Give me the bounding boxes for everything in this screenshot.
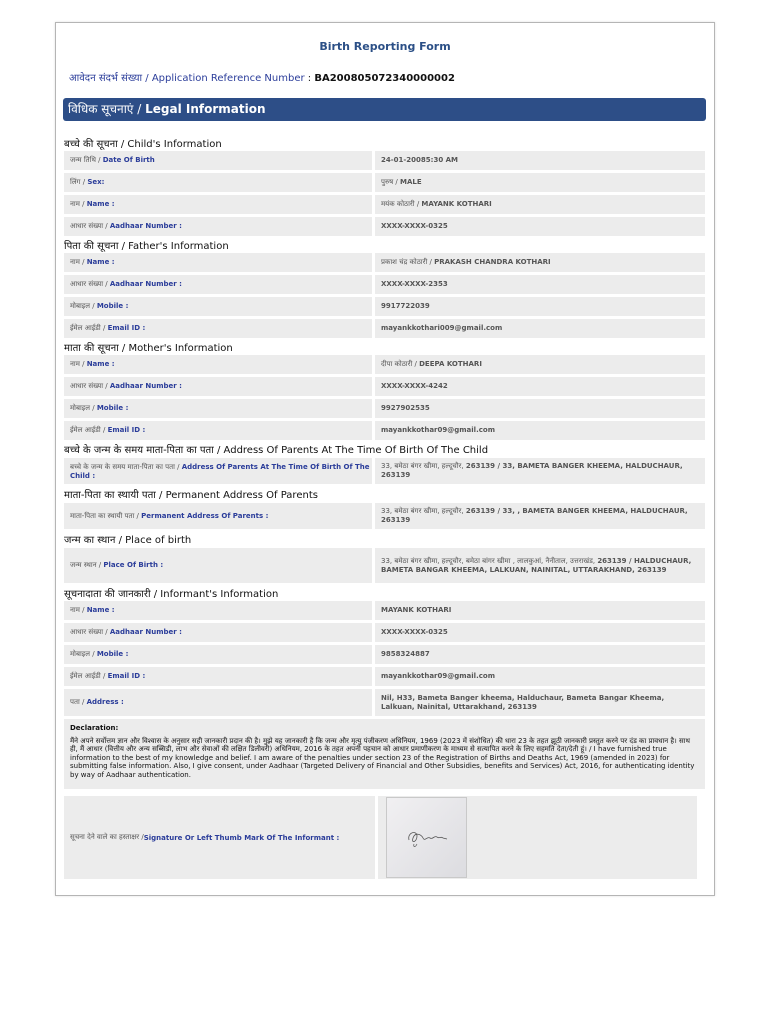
table-row xyxy=(64,667,705,686)
field-value xyxy=(375,548,705,583)
field-value-english: XXXX-XXXX-4242 xyxy=(381,382,448,390)
field-label-hindi: पता / xyxy=(70,698,87,706)
field-label-english: Mobile : xyxy=(96,650,129,658)
field-label-english: Aadhaar Number : xyxy=(109,222,182,230)
table-row xyxy=(64,601,705,620)
field-value xyxy=(375,319,705,338)
field-value-hindi: 33, बमेठा बंगर खीमा, हल्दूचौर, xyxy=(381,507,466,515)
field-label-english: Mobile : xyxy=(96,404,129,412)
field-label xyxy=(64,319,372,338)
declaration-heading: Declaration: xyxy=(70,724,119,732)
table-row xyxy=(64,458,705,484)
field-label-hindi: आधार संख्या / xyxy=(70,628,110,636)
table-row xyxy=(64,421,705,440)
field-label xyxy=(64,623,372,642)
section-child: बच्चे की सूचना / Child's Information xyxy=(64,139,222,150)
legal-information-banner xyxy=(63,98,706,121)
field-label xyxy=(64,645,372,664)
section-permanent-address: माता-पिता का स्थायी पता / Permanent Address Of Parents xyxy=(64,490,318,501)
field-value-english: MAYANK KOTHARI xyxy=(381,606,452,614)
field-value xyxy=(375,399,705,418)
field-value-english: 9858324887 xyxy=(381,650,430,658)
field-value-english: Nil, H33, Bameta Banger kheema, Halduchaur, Bameta Bangar Kheema, Lalkuan, Nainital, Uttarakhand, 263139 xyxy=(381,693,665,711)
section-place-of-birth: जन्म का स्थान / Place of birth xyxy=(64,535,192,546)
field-label-english: Address : xyxy=(86,698,124,706)
field-label-english: Name : xyxy=(86,606,115,614)
field-value xyxy=(375,151,705,170)
field-label-hindi: नाम / xyxy=(70,360,87,368)
field-label-english: Email ID : xyxy=(107,324,146,332)
field-label xyxy=(64,195,372,214)
field-value-hindi: 33, बमेठा बंगर खीमा, हल्दूचौर, बमेठा बांगर खीमा , लालकुआं, नैनीताल, उत्तराखंड, xyxy=(381,556,598,565)
field-label-english: Name : xyxy=(86,360,115,368)
table-row xyxy=(64,399,705,418)
field-value xyxy=(375,645,705,664)
field-value-english: DEEPA KOTHARI xyxy=(419,360,482,368)
field-value xyxy=(375,377,705,396)
table-row xyxy=(64,275,705,294)
field-label-hindi: आधार संख्या / xyxy=(70,280,110,288)
field-label xyxy=(64,173,372,192)
field-label-english: Email ID : xyxy=(107,672,146,680)
field-label-hindi: ईमेल आईडी / xyxy=(70,672,108,680)
field-label xyxy=(64,503,372,529)
section-informant: सूचनादाता की जानकारी / Informant's Information xyxy=(64,589,279,600)
field-value xyxy=(375,195,705,214)
field-value xyxy=(375,503,705,529)
form-frame xyxy=(55,22,715,896)
field-value-hindi: 33, बमेठा बंगर खीमा, हल्दूचौर, xyxy=(381,462,466,470)
field-value-english: 263139 / 33, , BAMETA BANGER KHEEMA, HALDUCHAUR, 263139 xyxy=(381,507,688,524)
field-value xyxy=(375,355,705,374)
table-row xyxy=(64,355,705,374)
field-label-english: Name : xyxy=(86,200,115,208)
field-label-hindi: ईमेल आईडी / xyxy=(70,426,108,434)
table-row xyxy=(64,319,705,338)
signature-scribble xyxy=(387,798,466,877)
field-value xyxy=(375,173,705,192)
banner-hindi: विधिक सूचनाएं / xyxy=(68,102,146,116)
field-value-hindi: पुरुष / xyxy=(381,178,401,186)
field-value xyxy=(375,667,705,686)
reference-number xyxy=(69,70,455,84)
section-address-at-birth: बच्चे के जन्म के समय माता-पिता का पता / Address Of Parents At The Time Of Birth Of The Child xyxy=(64,445,489,456)
field-label-hindi: ईमेल आईडी / xyxy=(70,324,108,332)
field-label xyxy=(64,297,372,316)
field-value-english: 263139 / 33, BAMETA BANGER KHEEMA, HALDUCHAUR, 263139 xyxy=(381,462,683,479)
field-value-english: mayankkothari009@gmail.com xyxy=(381,324,503,332)
reference-label: आवेदन संदर्भ संख्या / Application Reference Number xyxy=(69,73,305,84)
field-label xyxy=(64,548,372,583)
field-label xyxy=(64,253,372,272)
table-row xyxy=(64,689,705,716)
field-value-english: MALE xyxy=(400,178,422,186)
table-row xyxy=(64,195,705,214)
field-label-hindi: माता-पिता का स्थायी पता / xyxy=(70,511,142,520)
field-value-english: 9917722039 xyxy=(381,302,430,310)
field-label-hindi: जन्म तिथि / xyxy=(70,156,103,164)
reference-value: BA200805072340000002 xyxy=(314,73,455,84)
field-label xyxy=(64,275,372,294)
field-label-english: Aadhaar Number : xyxy=(109,628,182,636)
field-label-english: Name : xyxy=(86,258,115,266)
table-row xyxy=(64,503,705,529)
signature-label-hindi: सूचना देने वाले का हस्ताक्षर / xyxy=(70,833,144,841)
field-label-hindi: मोबाइल / xyxy=(70,302,97,310)
table-row xyxy=(64,151,705,170)
field-label xyxy=(64,151,372,170)
field-label-hindi: मोबाइल / xyxy=(70,404,97,412)
field-label xyxy=(64,458,372,484)
field-label xyxy=(64,667,372,686)
field-label-english: Place Of Birth : xyxy=(103,561,164,569)
field-value-english: MAYANK KOTHARI xyxy=(421,200,492,208)
field-value xyxy=(375,458,705,484)
field-value-english: mayankkothar09@gmail.com xyxy=(381,426,495,434)
field-value-english: 24-01-20085:30 AM xyxy=(381,156,459,164)
table-row xyxy=(64,253,705,272)
field-value xyxy=(375,217,705,236)
field-value xyxy=(375,275,705,294)
section-mother: माता की सूचना / Mother's Information xyxy=(64,343,233,354)
field-label-english: Email ID : xyxy=(107,426,146,434)
field-label-hindi: नाम / xyxy=(70,258,87,266)
field-value-hindi: दीपा कोठारी / xyxy=(381,360,420,368)
field-label xyxy=(64,355,372,374)
form-title: Birth Reporting Form xyxy=(319,40,451,53)
table-row xyxy=(64,217,705,236)
field-label-hindi: नाम / xyxy=(70,606,87,614)
table-row xyxy=(64,645,705,664)
field-value xyxy=(375,601,705,620)
field-value xyxy=(375,253,705,272)
field-label-english: Permanent Address Of Parents : xyxy=(141,511,269,520)
field-value-english: 9927902535 xyxy=(381,404,430,412)
field-value-hindi: मयंक कोठारी / xyxy=(381,200,422,208)
field-value-english: 263139 / HALDUCHAUR, BAMETA BANGAR KHEEMA, LALKUAN, NAINITAL, UTTARAKHAND, 263139 xyxy=(381,556,692,574)
field-value-english: XXXX-XXXX-2353 xyxy=(381,280,448,288)
field-label-english: Date Of Birth xyxy=(102,156,155,164)
field-label-hindi: लिंग / xyxy=(70,178,88,186)
field-value-english: XXXX-XXXX-0325 xyxy=(381,222,448,230)
field-label-english: Aadhaar Number : xyxy=(109,280,182,288)
table-row xyxy=(64,548,705,583)
field-label xyxy=(64,689,372,716)
field-label xyxy=(64,601,372,620)
declaration-text: मैंने अपने सर्वोत्तम ज्ञान और विश्वास के अनुसार सही जानकारी प्रदान की है। मुझे यह जानकारी है कि जन्म और मृत्यु पंजीकरण अधिनियम, 1969 (2023 में संशोधित) की धारा 23 के तहत झूठी जानकारी प्रस्तुत करने पर दंड का प्रावधान है। साथ ही, मैं आधार (वित्तीय और अन्य सब्सिडी, लाभ और सेवाओं की लक्षित डिलीवरी) अधिनियम, 2016 के तहत अपनी पहचान को आधार प्रमाणीकरण के माध्यम से सत्यापित करने के लिए सहमति देता/देती हूं। / I have furnished true information to the best of my knowledge and belief. I am aware of the penalties under section 23 of the Registration of Births and Deaths Act, 1969 (amended in 2023) for submitting false information. Also, I give consent, under Aadhaar (Targeted Delivery of Financial and Other Subsidies, benefits and Services) Act, 2016, for authenticating identity by way of Aadhaar authentication. xyxy=(70,736,695,779)
table-row xyxy=(64,623,705,642)
field-value xyxy=(375,623,705,642)
declaration-box xyxy=(64,719,705,789)
signature-cell xyxy=(378,796,697,879)
signature-label xyxy=(64,796,375,879)
field-value-hindi: प्रकाश चंद्र कोठारी / xyxy=(381,258,435,266)
field-value xyxy=(375,421,705,440)
field-label-hindi: जन्म स्थान / xyxy=(70,561,104,569)
field-label xyxy=(64,377,372,396)
field-label xyxy=(64,421,372,440)
field-value-english: XXXX-XXXX-0325 xyxy=(381,628,448,636)
field-label xyxy=(64,399,372,418)
field-value-english: PRAKASH CHANDRA KOTHARI xyxy=(434,258,551,266)
field-label-english: Mobile : xyxy=(96,302,129,310)
table-row xyxy=(64,173,705,192)
field-label-english: Address Of Parents At The Time Of Birth Of The Child : xyxy=(70,462,370,480)
field-label-hindi: आधार संख्या / xyxy=(70,382,110,390)
field-value xyxy=(375,689,705,716)
section-father: पिता की सूचना / Father's Information xyxy=(64,241,229,252)
field-value xyxy=(375,297,705,316)
field-label-english: Sex: xyxy=(87,178,105,186)
signature-label-english: Signature Or Left Thumb Mark Of The Informant : xyxy=(143,833,340,842)
field-label-hindi: मोबाइल / xyxy=(70,650,97,658)
field-label-english: Aadhaar Number : xyxy=(109,382,182,390)
signature-image xyxy=(386,797,467,878)
table-row xyxy=(64,377,705,396)
field-label-hindi: नाम / xyxy=(70,200,87,208)
field-label xyxy=(64,217,372,236)
field-label-hindi: बच्चे के जन्म के समय माता-पिता का पता / xyxy=(70,462,182,471)
field-label-hindi: आधार संख्या / xyxy=(70,222,110,230)
reference-separator: : xyxy=(304,73,315,84)
field-value-english: mayankkothar09@gmail.com xyxy=(381,672,495,680)
table-row xyxy=(64,297,705,316)
banner-english: Legal Information xyxy=(145,102,266,116)
